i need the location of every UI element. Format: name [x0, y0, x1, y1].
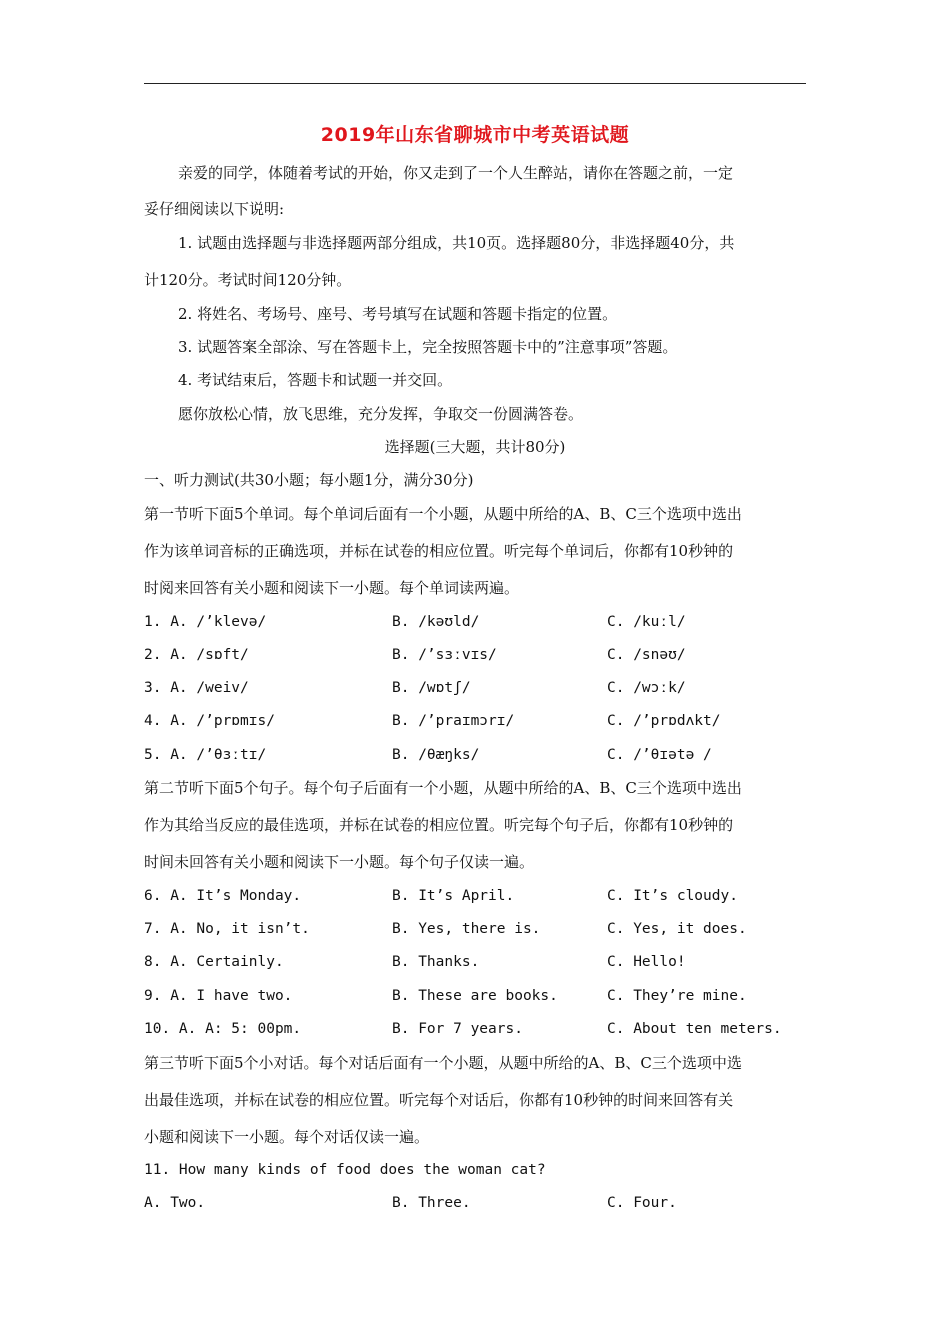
option-b: B. /’sɜːvɪs/: [392, 647, 497, 663]
option-a: 2. A. /sɒft/: [144, 647, 249, 663]
option-a: 4. A. /’prɒmɪs/: [144, 713, 275, 729]
option-b: B. It’s April.: [392, 888, 515, 904]
option-a: 6. A. It’s Monday.: [144, 888, 302, 904]
instruction-1a: 1. 试题由选择题与非选择题两部分组成，共10页。选择题80分，非选择题40分，共: [178, 234, 735, 252]
option-c: C. /wɔːk/: [607, 680, 686, 696]
option-c: C. /’θɪətə /: [607, 747, 712, 763]
option-b: B. Three.: [392, 1195, 471, 1211]
section1-line-3: 时阅来回答有关小题和阅读下一小题。每个单词读两遍。: [144, 579, 520, 597]
section-heading: 选择题(三大题，共计80分): [384, 438, 566, 456]
option-a: 9. A. I have two.: [144, 988, 293, 1004]
option-b: B. Yes, there is.: [392, 921, 541, 937]
intro-line-1: 亲爱的同学，体随着考试的开始，你又走到了一个人生醉站，请你在答题之前，一定: [178, 164, 734, 182]
section1-line-2: 作为该单词音标的正确选项，并标在试卷的相应位置。听完每个单词后，你都有10秒钟的: [144, 542, 734, 560]
header-rule: [144, 83, 806, 84]
option-a: 7. A. No, it isn’t.: [144, 921, 310, 937]
section3-line-3: 小题和阅读下一小题。每个对话仅读一遍。: [144, 1128, 430, 1146]
option-a: 10. A. A: 5: 00pm.: [144, 1021, 302, 1037]
option-b: B. For 7 years.: [392, 1021, 523, 1037]
option-c: C. Hello!: [607, 954, 686, 970]
section2-line-3: 时间未回答有关小题和阅读下一小题。每个句子仅读一遍。: [144, 853, 535, 871]
option-b: B. /kəʊld/: [392, 614, 480, 630]
section2-line-2: 作为其给当反应的最佳选项，并标在试卷的相应位置。听完每个句子后，你都有10秒钟的: [144, 816, 734, 834]
option-b: B. Thanks.: [392, 954, 480, 970]
option-a: 3. A. /weiv/: [144, 680, 249, 696]
option-b: B. These are books.: [392, 988, 558, 1004]
option-b: B. /θæŋks/: [392, 747, 480, 763]
option-c: C. Yes, it does.: [607, 921, 747, 937]
option-a: 5. A. /’θɜːtɪ/: [144, 747, 267, 763]
instruction-4: 4. 考试结束后，答题卡和试题一并交回。: [178, 371, 453, 389]
option-c: C. /kuːl/: [607, 614, 686, 630]
option-c: C. About ten meters.: [607, 1021, 782, 1037]
section3-line-2: 出最佳选项，并标在试卷的相应位置。听完每个对话后，你都有10秒钟的时间来回答有关: [144, 1091, 734, 1109]
intro-line-2: 妥仔细阅读以下说明:: [144, 200, 285, 218]
option-c: C. /’prɒdʌkt/: [607, 713, 721, 729]
section2-line-1: 第二节听下面5个句子。每个句子后面有一个小题，从题中所给的A、B、C三个选项中选出: [144, 779, 742, 797]
option-a: A. Two.: [144, 1195, 206, 1211]
part1-heading: 一、听力测试(共30小题；每小题1分，满分30分): [144, 471, 474, 489]
option-a: 8. A. Certainly.: [144, 954, 284, 970]
instruction-2: 2. 将姓名、考场号、座号、考号填写在试题和答题卡指定的位置。: [178, 305, 618, 323]
option-b: B. /wɒtʃ/: [392, 680, 471, 696]
instruction-3: 3. 试题答案全部涂、写在答题卡上，完全按照答题卡中的”注意事项”答题。: [178, 338, 678, 356]
question-11-text: 11. How many kinds of food does the woman cat?: [144, 1162, 546, 1178]
section1-line-1: 第一节听下面5个单词。每个单词后面有一个小题，从题中所给的A、B、C三个选项中选出: [144, 505, 742, 523]
option-c: C. Four.: [607, 1195, 677, 1211]
option-c: C. It’s cloudy.: [607, 888, 738, 904]
section3-line-1: 第三节听下面5个小对话。每个对话后面有一个小题，从题中所给的A、B、C三个选项中选: [144, 1054, 742, 1072]
option-b: B. /’praɪmɔrɪ/: [392, 713, 515, 729]
wish-line: 愿你放松心情，放飞思维，充分发挥，争取交一份圆满答卷。: [178, 405, 584, 423]
option-c: C. They’re mine.: [607, 988, 747, 1004]
page-title: 2019年山东省聊城市中考英语试题: [320, 124, 630, 146]
option-c: C. /snəʊ/: [607, 647, 686, 663]
instruction-1b: 计120分。考试时间120分钟。: [144, 271, 352, 289]
option-a: 1. A. /’klevə/: [144, 614, 267, 630]
